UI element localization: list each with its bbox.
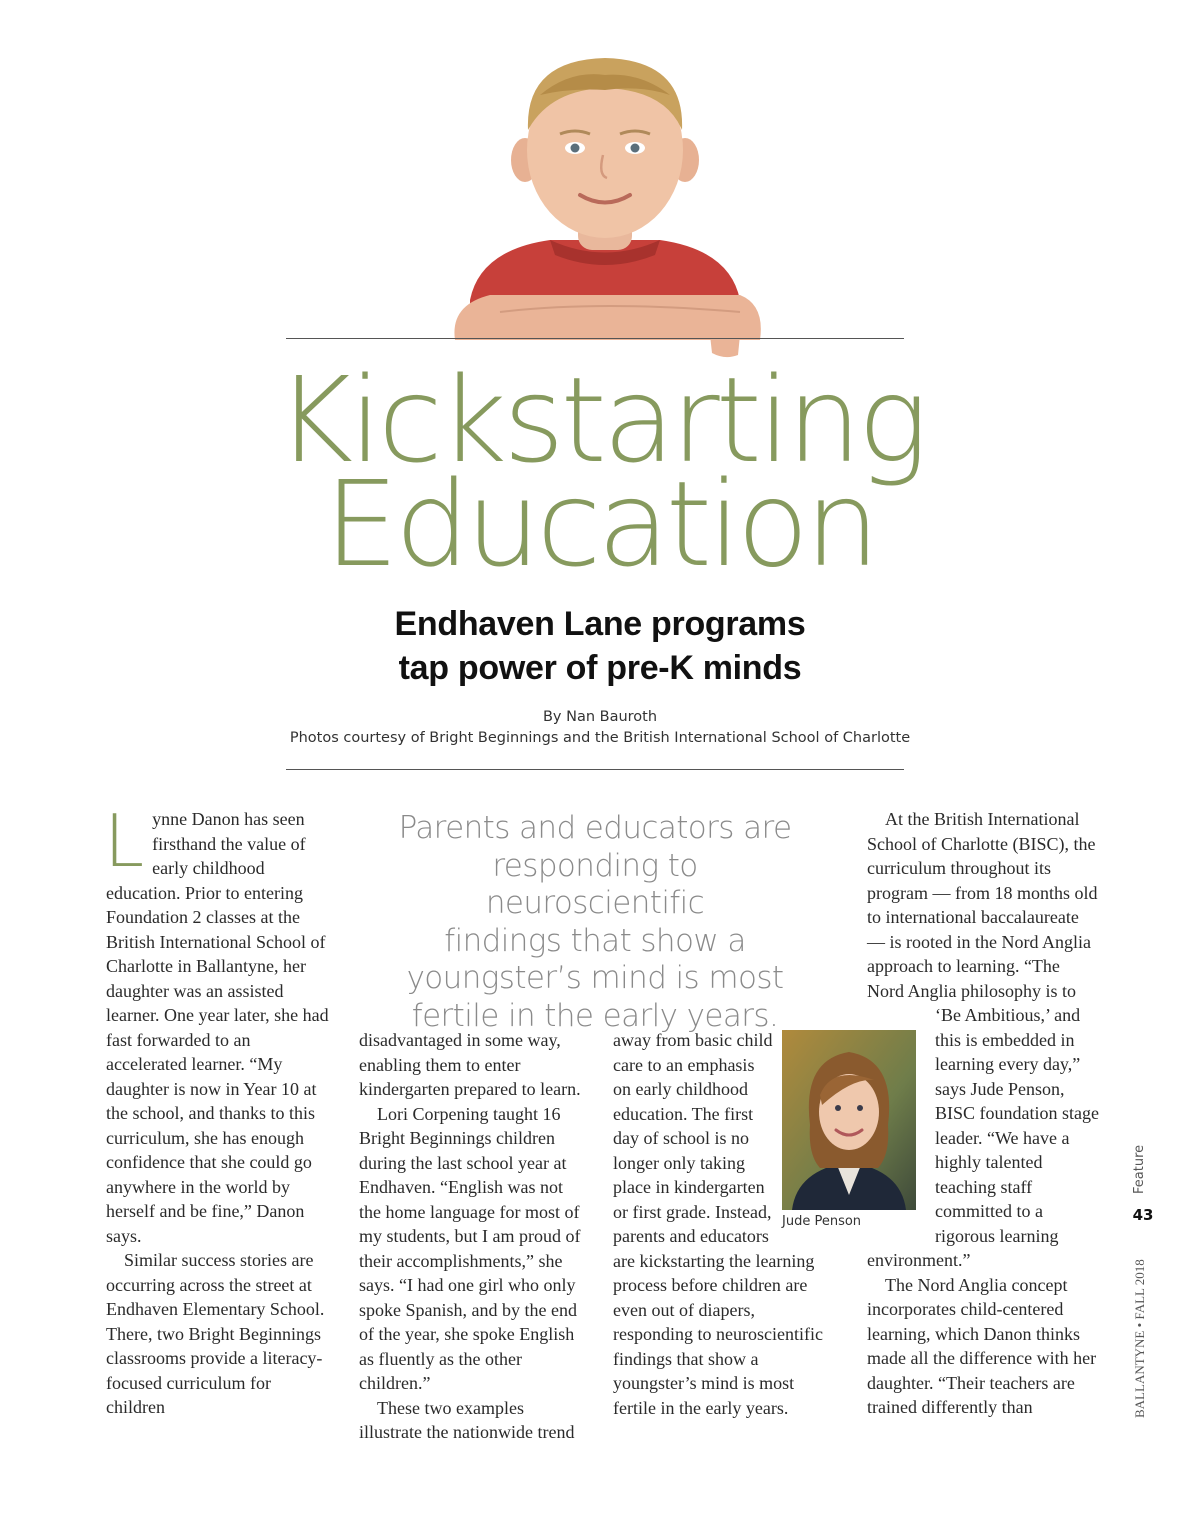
folio-sidebar	[1124, 1140, 1160, 1420]
column1-paragraph1	[104, 799, 334, 1248]
drop-cap: L	[104, 799, 145, 883]
pull-quote-line5: fertile in the early years.	[411, 997, 779, 1034]
article-column-2	[359, 1028, 587, 1445]
page-number: 43	[1132, 1206, 1154, 1224]
headline-line2: Education	[324, 455, 876, 593]
pull-quote-line2: responding to neuroscientific	[485, 847, 705, 921]
byline: By Nan Bauroth	[542, 709, 658, 725]
top-rule	[286, 338, 904, 339]
bottom-rule	[286, 769, 904, 770]
column2-paragraph3: These two examples illustrate the nationwide trend	[359, 1397, 575, 1442]
photo-wrap-spacer-2	[867, 1003, 935, 1248]
headline-line1: Kickstarting	[275, 351, 925, 489]
article-column-4	[867, 807, 1099, 1420]
pull-quote-line4: youngster’s mind is most	[406, 960, 784, 996]
credits	[200, 707, 1000, 749]
hero-boy-photo	[440, 50, 770, 360]
photo-credit: Photos courtesy of Bright Beginnings and the British International School of Charlotte	[289, 730, 911, 746]
subheadline-line1: Endhaven Lane programs	[394, 605, 806, 643]
column3-paragraph1: away from basic child care to an emphasis on early childhood education. The first day of school is no longer only taking place in kindergarten or first grade. Instead, parents and educators are kickstarting the learning process before children are even out of diapers, responding to neuroscientific findings that show a youngster’s mind is most fertile in the early years.	[613, 1030, 823, 1418]
subheadline	[250, 602, 950, 690]
column2-paragraph2: Lori Corpening taught 16 Bright Beginnings children during the last school year at Endhaven. “English was not the home language for most of my students, but I am proud of their accomplishments,” she says. “I had one girl who only spoke Spanish, and by the end of the year, she spoke English as fluently as the other children.”	[359, 1103, 581, 1393]
column1-paragraph1-text: ynne Danon has seen firsthand the value of early childhood education. Prior to entering Foundation 2 classes at the British International School of Charlotte in Ballantyne, her daughter was an assisted learner. One year later, she had fast forwarded to an accelerated learner. “My daughter is now in Year 10 at the school, and thanks to this curriculum, she has enough confidence that she could go anywhere in the world by herself and be fine,” Danon says.	[106, 809, 329, 1246]
subheadline-line2: tap power of pre-K minds	[398, 649, 802, 687]
section-label: Feature	[1132, 1144, 1147, 1194]
article-column-1	[104, 799, 334, 1420]
pull-quote-line1: Parents and educators are	[398, 810, 792, 846]
column1-paragraph2: Similar success stories are occurring across the street at Endhaven Elementary School. There, two Bright Beginnings classrooms provide a literacy-focused curriculum for children	[106, 1250, 325, 1417]
headline	[200, 351, 1000, 593]
column4-paragraph1: At the British International School of Charlotte (BISC), the curriculum throughout its program — from 18 months old to international baccalaureate — is rooted in the Nord Anglia approach to learning. “The Nord Anglia philosophy is to ‘Be Ambitious,’ and this is embedded in learning every day,” says Jude Penson, BISC foundation stage leader. “We have a highly talented teaching staff committed to a rigorous learning environment.”	[867, 809, 1099, 1270]
photo-caption: Jude Penson	[782, 1214, 862, 1229]
issue-label: BALLANTYNE • FALL 2018	[1132, 1259, 1147, 1418]
pull-quote-line3: findings that show a	[444, 922, 746, 959]
pull-quote	[380, 810, 810, 1035]
column2-paragraph1: disadvantaged in some way, enabling them to enter kindergarten prepared to learn.	[359, 1030, 581, 1099]
column4-paragraph2: The Nord Anglia concept incorporates child-centered learning, which Danon thinks made all the difference with her daughter. “Their teachers are trained differently than	[867, 1274, 1097, 1417]
